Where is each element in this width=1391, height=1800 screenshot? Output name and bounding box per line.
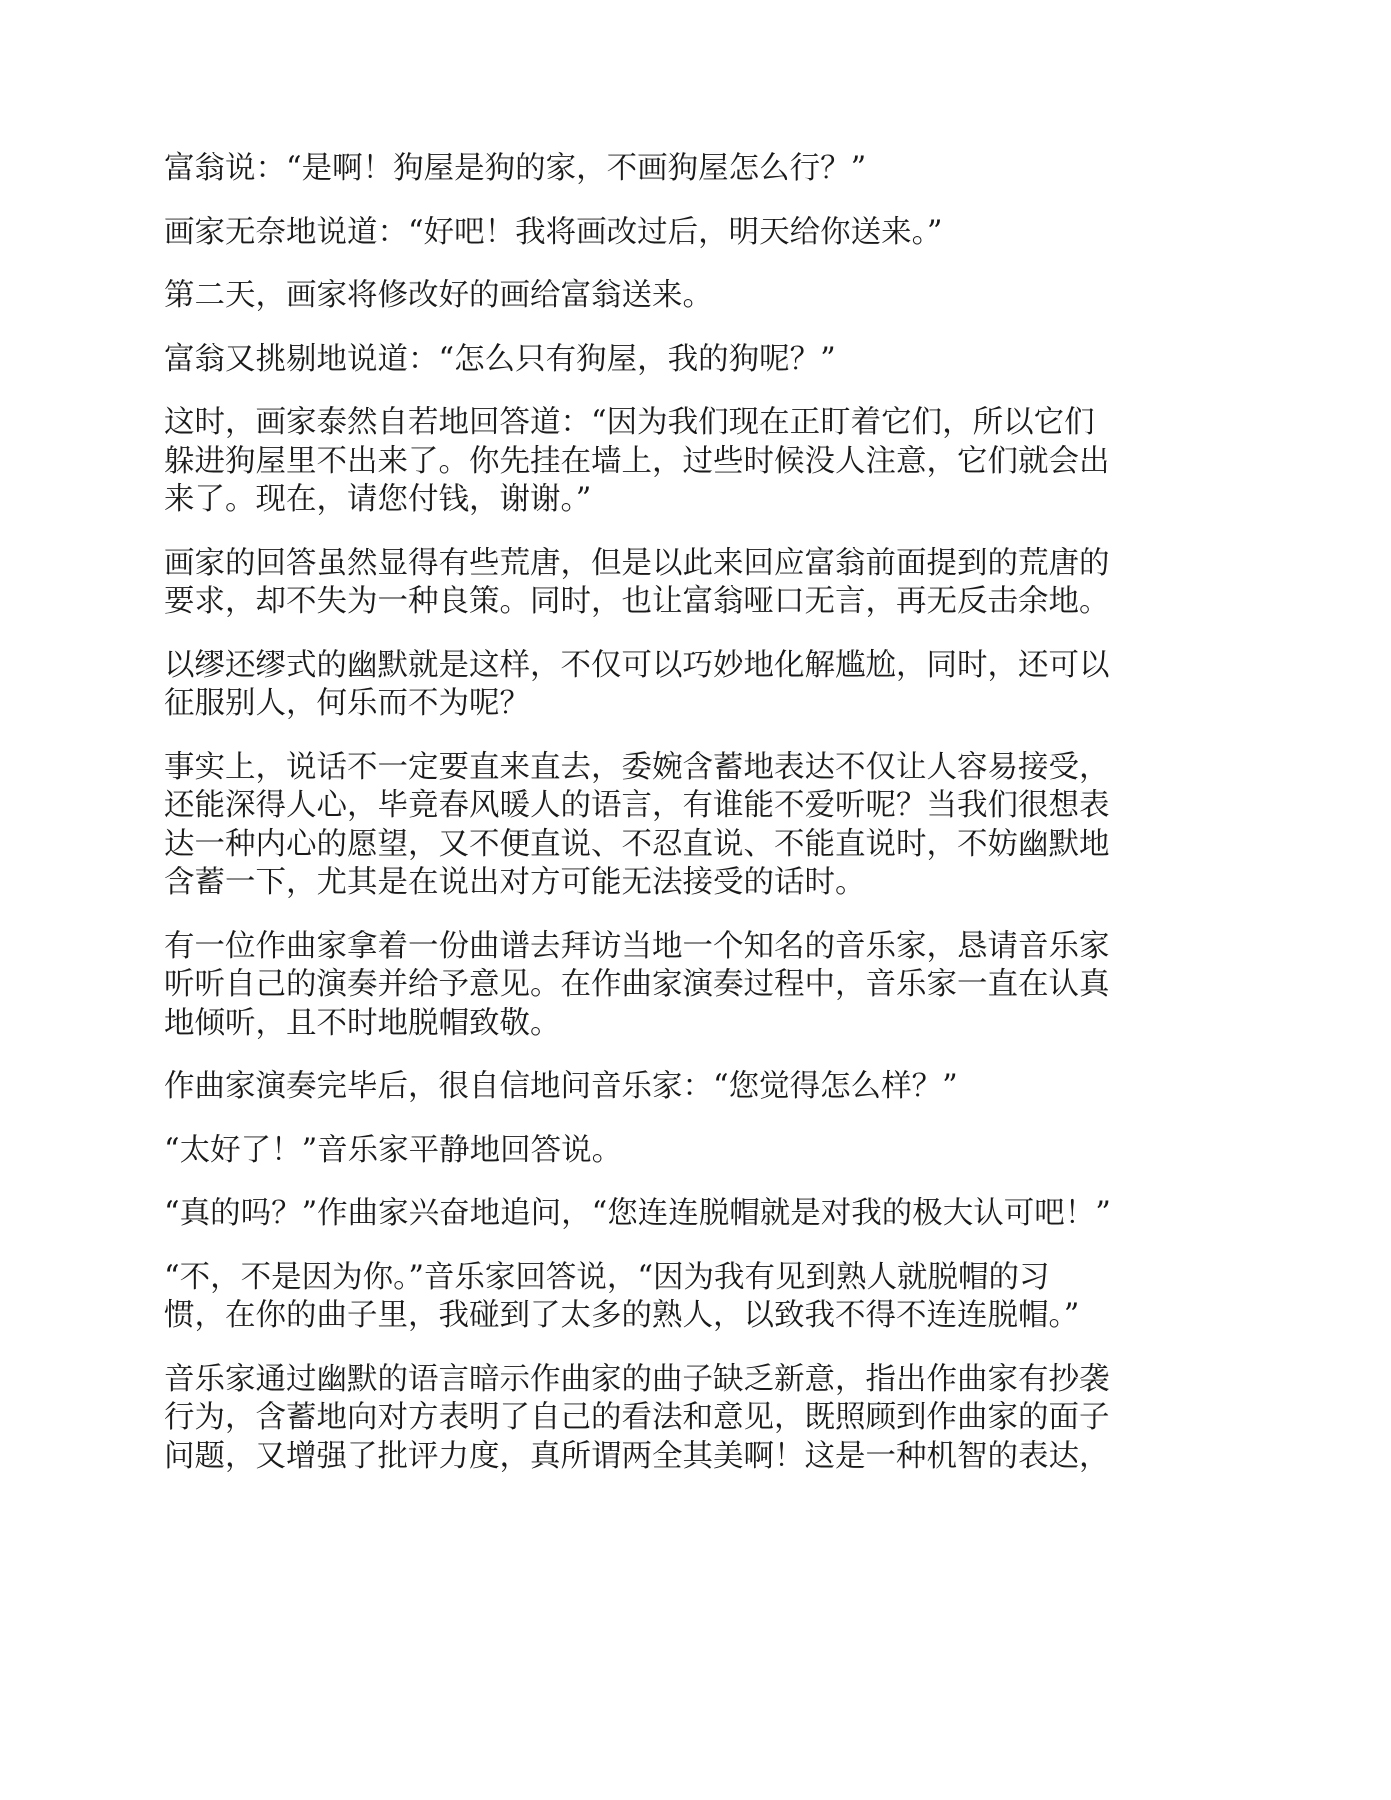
paragraph-10: 作曲家演奏完毕后，很自信地问音乐家：“您觉得怎么样？” — [164, 1069, 958, 1104]
paragraph-2: 画家无奈地说道：“好吧！我将画改过后，明天给你送来。” — [164, 214, 943, 250]
paragraph-14: 音乐家通过幽默的语言暗示作曲家的曲子缺乏新意，指出作曲家有抄袭 行为，含蓄地向对方表明了自己的看法和意见，既照顾到作曲家的面子 问题，又增强了批评力度，真所谓两全其美啊！这是一种机智的表达， — [164, 1361, 1110, 1474]
paragraph-5: 这时，画家泰然自若地回答道：“因为我们现在正盯着它们，所以它们 躲进狗屋里不出来了。你先挂在墙上，过些时候没人注意，它们就会出 来了。现在，请您付钱，谢谢。” — [164, 405, 1110, 517]
paragraph-6: 画家的回答虽然显得有些荒唐，但是以此来回应富翁前面提到的荒唐的 要求，却不失为一种良策。同时，也让富翁哑口无言，再无反击余地。 — [164, 545, 1110, 619]
paragraph-11: “太好了！”音乐家平静地回答说。 — [164, 1132, 623, 1168]
paragraph-3: 第二天，画家将修改好的画给富翁送来。 — [164, 278, 713, 313]
paragraph-4: 富翁又挑剔地说道：“怎么只有狗屋，我的狗呢？” — [164, 341, 836, 377]
paragraph-12: “真的吗？”作曲家兴奋地追问，“您连连脱帽就是对我的极大认可吧！” — [164, 1196, 1111, 1231]
paragraph-9: 有一位作曲家拿着一份曲谱去拜访当地一个知名的音乐家，恳请音乐家 听听自己的演奏并给予意见。在作曲家演奏过程中，音乐家一直在认真 地倾听，且不时地脱帽致敬。 — [164, 928, 1110, 1041]
paragraph-7: 以缪还缪式的幽默就是这样，不仅可以巧妙地化解尴尬，同时，还可以 征服别人，何乐而不为呢？ — [164, 647, 1110, 721]
document-page — [164, 150, 1224, 1501]
paragraph-1: 富翁说：“是啊！狗屋是狗的家，不画狗屋怎么行？” — [164, 151, 867, 186]
paragraph-13: “不，不是因为你。”音乐家回答说，“因为我有见到熟人就脱帽的习 惯，在你的曲子里，我碰到了太多的熟人，以致我不得不连连脱帽。” — [164, 1259, 1080, 1333]
paragraph-8: 事实上，说话不一定要直来直去，委婉含蓄地表达不仅让人容易接受， 还能深得人心，毕竟春风暖人的语言，有谁能不爱听呢？当我们很想表 达一种内心的愿望，又不便直说、不忍直说、不能直说时，不妨幽默地 含蓄一下，尤其是在说出对方可能无法接受的话时。 — [164, 749, 1110, 900]
